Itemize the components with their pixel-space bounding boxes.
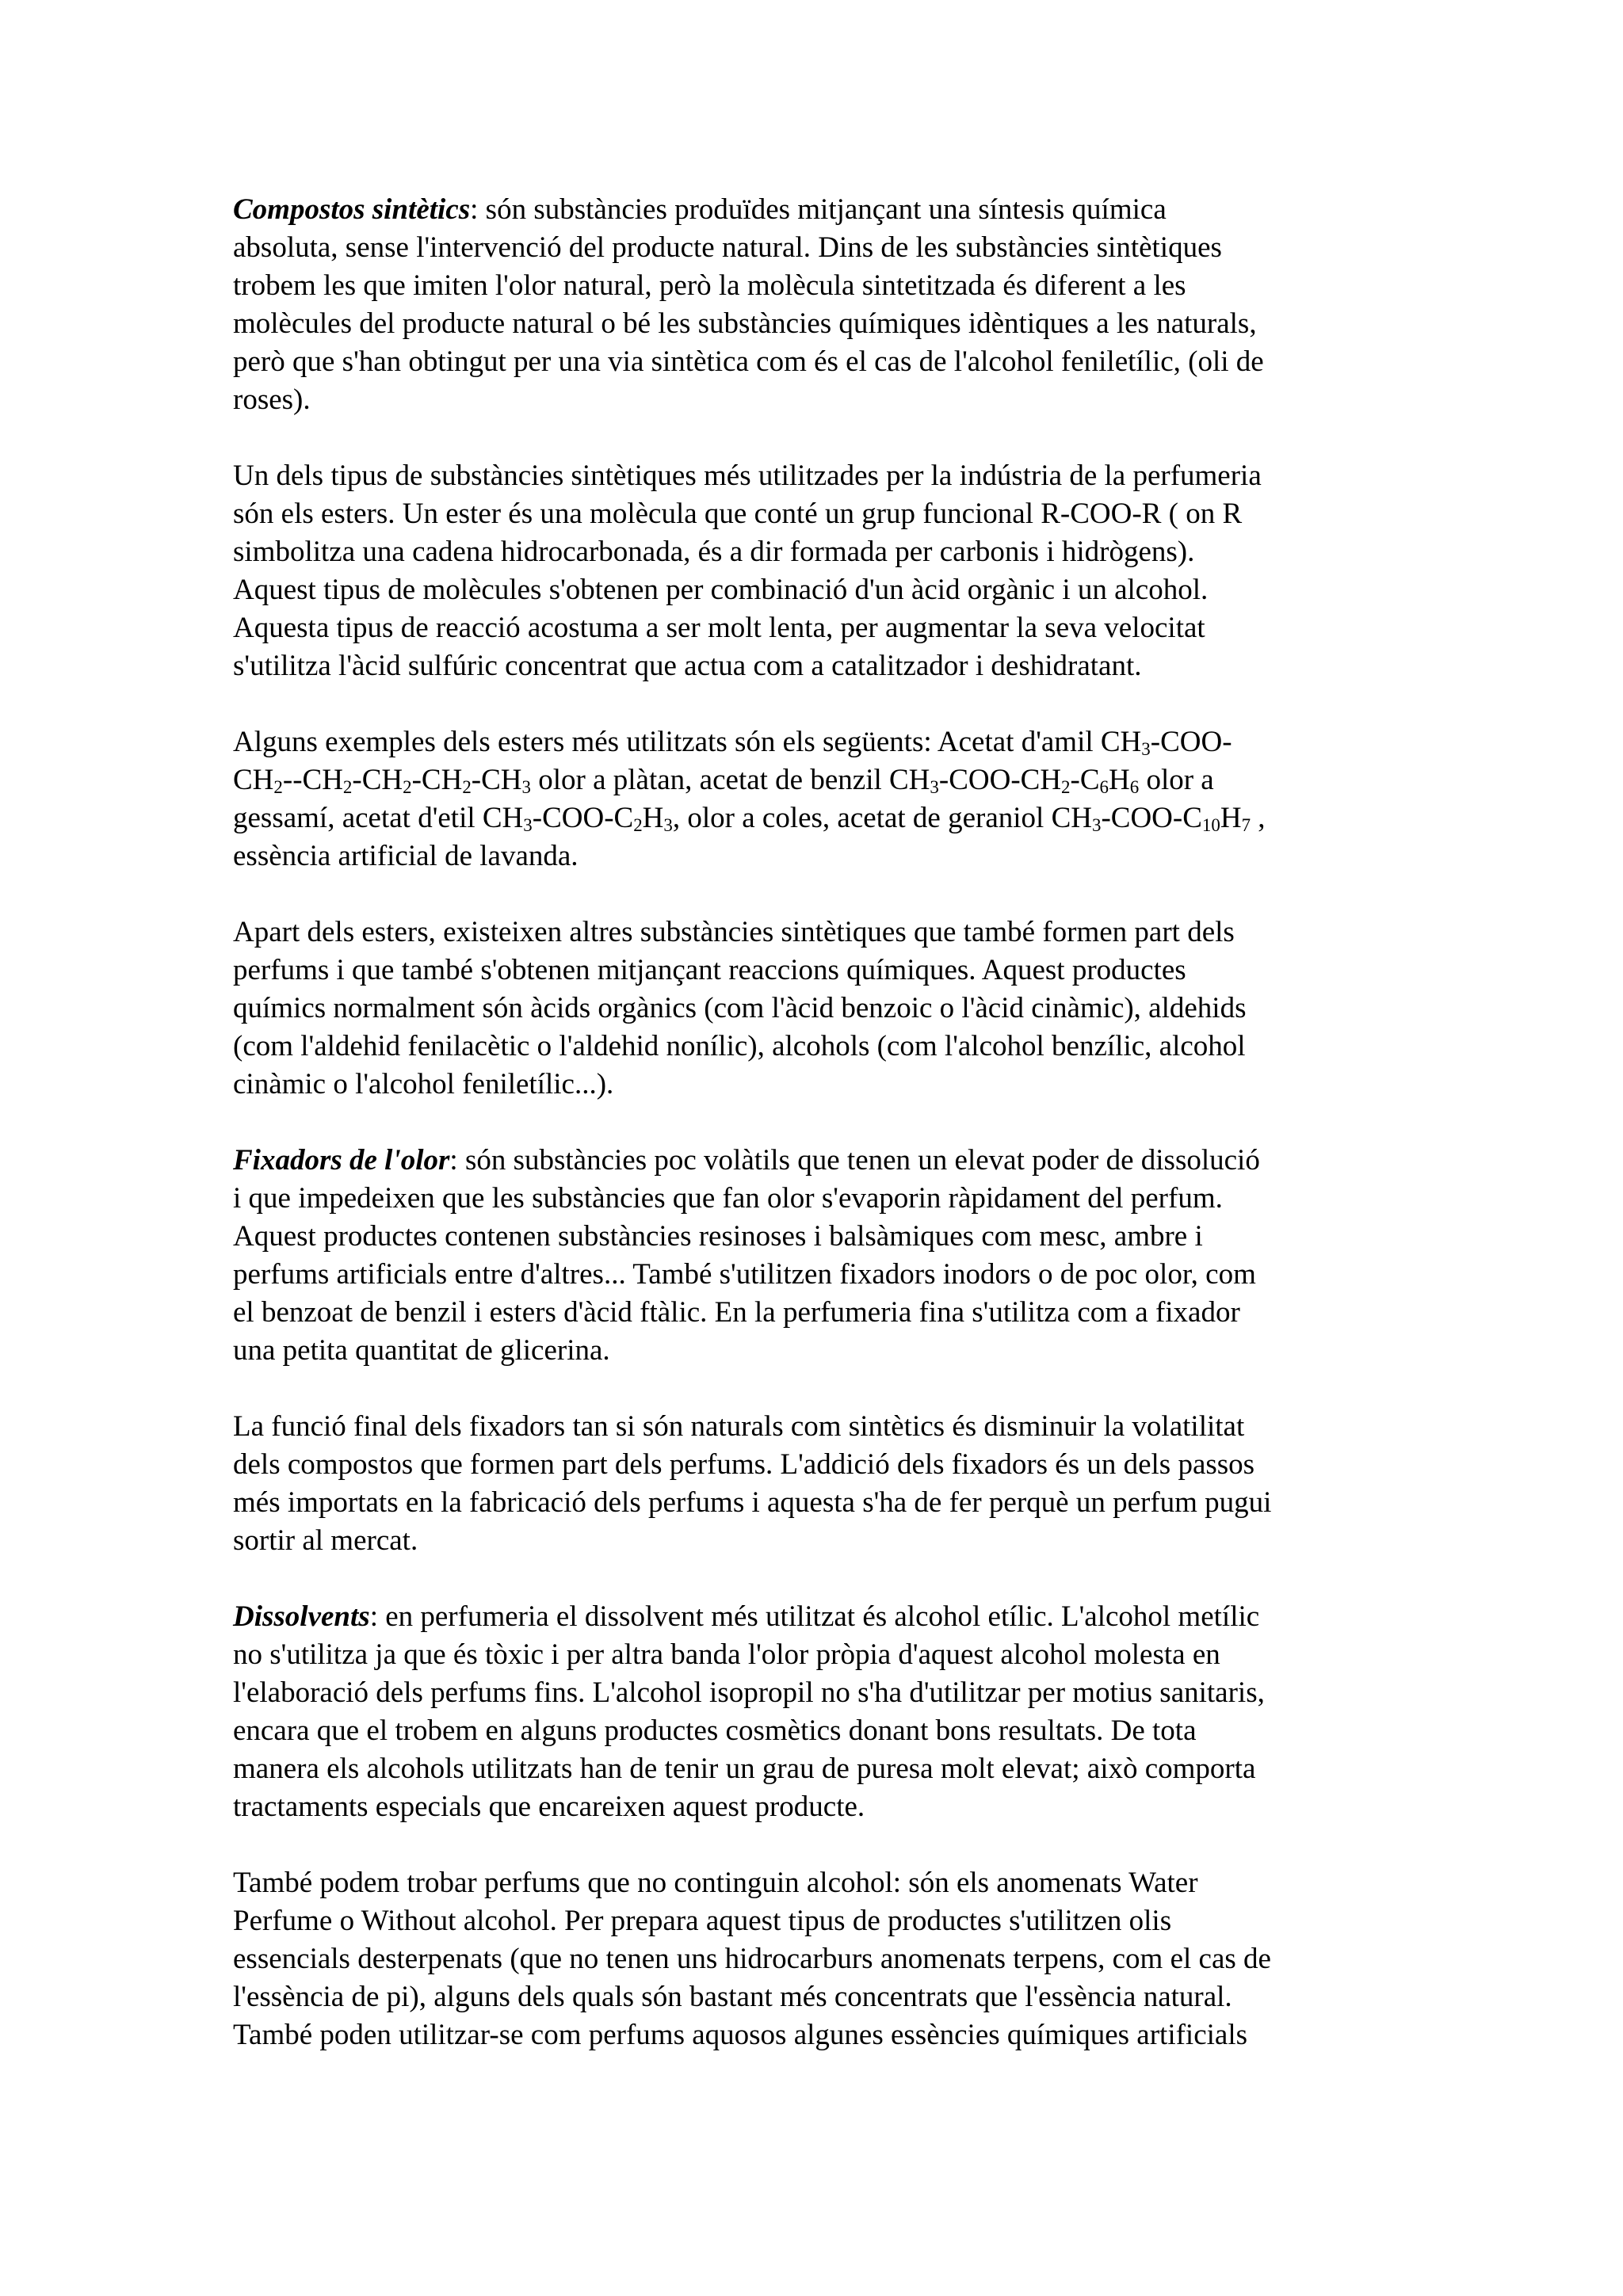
subscript: 6 <box>1129 777 1140 798</box>
text-line <box>233 1788 1406 1826</box>
text-line <box>233 1636 1406 1674</box>
text-line <box>233 1712 1406 1750</box>
subscript: 2 <box>1061 777 1071 798</box>
formula-text: essència artificial de lavanda. <box>233 840 579 872</box>
formula-text: CH <box>233 764 274 796</box>
subscript: 2 <box>342 777 353 798</box>
line-text: Perfume o Without alcohol. Per prepara aquest tipus de productes s'utilitzen olis <box>233 1905 1172 1937</box>
subscript: 2 <box>273 777 283 798</box>
paragraph <box>233 1864 1406 2054</box>
line-text: També poden utilitzar-se com perfums aquosos algunes essències químiques artificials <box>233 2019 1248 2051</box>
text-line <box>233 609 1406 647</box>
text-line <box>233 381 1406 419</box>
subscript: 3 <box>663 815 673 836</box>
line-text: dels compostos que formen part dels perfums. L'addició dels fixadors és un dels passos <box>233 1448 1255 1481</box>
line-text: i que impedeixen que les substàncies que fan olor s'evaporin ràpidament del perfum. <box>233 1182 1223 1215</box>
section-term: Dissolvents <box>233 1600 370 1633</box>
line-text: Aquesta tipus de reacció acostuma a ser molt lenta, per augmentar la seva velocitat <box>233 612 1205 644</box>
section-term: Compostos sintètics <box>233 193 471 226</box>
text-line <box>233 913 1406 952</box>
text-line <box>233 1864 1406 1902</box>
line-text: Apart dels esters, existeixen altres substàncies sintètiques que també formen part dels <box>233 916 1235 948</box>
paragraph <box>233 1598 1406 1826</box>
text-line <box>233 1332 1406 1370</box>
document-body <box>233 191 1406 2054</box>
formula-text: -C <box>1070 764 1100 796</box>
line-text: simbolitza una cadena hidrocarbonada, és a dir formada per carbonis i hidrògens). <box>233 536 1195 568</box>
line-text: (com l'aldehid fenilacètic o l'aldehid nonílic), alcohols (com l'alcohol benzílic, alcohol <box>233 1030 1246 1062</box>
line-text: perfums i que també s'obtenen mitjançant reaccions químiques. Aquest productes <box>233 954 1186 986</box>
paragraph <box>233 723 1406 875</box>
line-text: tractaments especials que encareixen aquest producte. <box>233 1791 865 1823</box>
line-text: Aquest tipus de molècules s'obtenen per combinació d'un àcid orgànic i un alcohol. <box>233 574 1209 606</box>
text-line <box>233 1142 1406 1180</box>
text-line <box>233 1180 1406 1218</box>
paragraph <box>233 457 1406 685</box>
formula-text: -CH <box>352 764 403 796</box>
text-line <box>233 229 1406 267</box>
formula-text: gessamí, acetat d'etil CH <box>233 802 524 834</box>
text-line <box>233 1750 1406 1788</box>
formula-text: , olor a coles, acetat de geraniol CH <box>672 802 1092 834</box>
line-text: cinàmic o l'alcohol feniletílic...). <box>233 1068 614 1100</box>
formula-text: -COO-CH <box>938 764 1062 796</box>
line-text: absoluta, sense l'intervenció del producte natural. Dins de les substàncies sintètiques <box>233 231 1222 264</box>
paragraph <box>233 1408 1406 1560</box>
text-line <box>233 1446 1406 1484</box>
text-line <box>233 1674 1406 1712</box>
line-text: essencials desterpenats (que no tenen uns hidrocarburs anomenats terpens, com el cas de <box>233 1943 1271 1975</box>
text-line <box>233 267 1406 305</box>
line-text: Aquest productes contenen substàncies resinoses i balsàmiques com mesc, ambre i <box>233 1220 1203 1253</box>
paragraph <box>233 1142 1406 1370</box>
subscript: 6 <box>1099 777 1109 798</box>
text-line <box>233 1940 1406 1978</box>
line-text: : són substàncies produïdes mitjançant una síntesis química <box>470 193 1167 226</box>
text-line <box>233 647 1406 685</box>
text-line <box>233 1598 1406 1636</box>
text-line <box>233 457 1406 495</box>
text-line <box>233 723 1406 761</box>
text-line <box>233 495 1406 533</box>
line-text: encara que el trobem en alguns productes cosmètics donant bons resultats. De tota <box>233 1714 1197 1747</box>
formula-text: --CH <box>282 764 343 796</box>
subscript: 2 <box>633 815 643 836</box>
line-text: l'essència de pi), alguns dels quals són bastant més concentrats que l'essència natural. <box>233 1981 1232 2013</box>
text-line <box>233 1066 1406 1104</box>
line-text: són els esters. Un ester és una molècula que conté un grup funcional R-COO-R ( on R <box>233 498 1243 530</box>
formula-text: -CH <box>411 764 463 796</box>
line-text: perfums artificials entre d'altres... També s'utilitzen fixadors inodors o de poc olor, com <box>233 1258 1256 1291</box>
text-line <box>233 1522 1406 1560</box>
text-line <box>233 1902 1406 1940</box>
subscript: 3 <box>523 815 533 836</box>
section-term: Fixadors de l'olor <box>233 1144 450 1177</box>
subscript: 7 <box>1241 815 1251 836</box>
line-text: La funció final dels fixadors tan si són naturals com sintètics és disminuir la volatilitat <box>233 1410 1245 1443</box>
text-line <box>233 2016 1406 2054</box>
line-text: sortir al mercat. <box>233 1524 418 1557</box>
subscript: 3 <box>521 777 531 798</box>
line-text: no s'utilitza ja que és tòxic i per altra banda l'olor pròpia d'aquest alcohol molesta en <box>233 1638 1220 1671</box>
text-line <box>233 1408 1406 1446</box>
line-text: manera els alcohols utilitzats han de tenir un grau de puresa molt elevat; això comporta <box>233 1753 1256 1785</box>
text-line <box>233 1218 1406 1256</box>
text-line <box>233 952 1406 990</box>
text-line <box>233 305 1406 343</box>
formula-text: H <box>1220 802 1242 834</box>
text-line <box>233 1256 1406 1294</box>
line-text: més importats en la fabricació dels perfums i aquesta s'ha de fer perquè un perfum pugui <box>233 1486 1272 1519</box>
text-line <box>233 191 1406 229</box>
formula-text: -COO-C <box>532 802 634 834</box>
line-text: trobem les que imiten l'olor natural, però la molècula sintetitzada és diferent a les <box>233 269 1186 302</box>
formula-text: -COO-C <box>1101 802 1202 834</box>
line-text: També podem trobar perfums que no continguin alcohol: són els anomenats Water <box>233 1867 1198 1899</box>
line-text: Un dels tipus de substàncies sintètiques més utilitzades per la indústria de la perfumeria <box>233 460 1262 492</box>
text-line <box>233 799 1406 837</box>
line-text: una petita quantitat de glicerina. <box>233 1334 610 1367</box>
line-text: molècules del producte natural o bé les substàncies químiques idèntiques a les naturals, <box>233 307 1257 340</box>
text-line <box>233 837 1406 875</box>
line-text: químics normalment són àcids orgànics (com l'àcid benzoic o l'àcid cinàmic), aldehids <box>233 992 1247 1024</box>
line-text: s'utilitza l'àcid sulfúric concentrat que actua com a catalitzador i deshidratant. <box>233 650 1142 682</box>
subscript: 3 <box>1141 739 1151 760</box>
text-line <box>233 1294 1406 1332</box>
line-text: : són substàncies poc volàtils que tenen un elevat poder de dissolució <box>449 1144 1260 1177</box>
text-line <box>233 1484 1406 1522</box>
paragraph <box>233 191 1406 419</box>
line-text: : en perfumeria el dissolvent més utilitzat és alcohol etílic. L'alcohol metílic <box>369 1600 1260 1633</box>
text-line <box>233 1978 1406 2016</box>
text-line <box>233 761 1406 799</box>
subscript: 2 <box>462 777 472 798</box>
text-line <box>233 1028 1406 1066</box>
formula-text: -COO- <box>1150 726 1232 758</box>
subscript: 10 <box>1201 815 1220 836</box>
paragraph <box>233 913 1406 1104</box>
formula-text: H <box>642 802 664 834</box>
formula-text: Alguns exemples dels esters més utilitzats són els següents: Acetat d'amil CH <box>233 726 1142 758</box>
line-text: roses). <box>233 383 311 416</box>
text-line <box>233 533 1406 571</box>
text-line <box>233 571 1406 609</box>
formula-text: olor a <box>1139 764 1214 796</box>
subscript: 3 <box>930 777 939 798</box>
subscript: 3 <box>1091 815 1102 836</box>
formula-text: olor a plàtan, acetat de benzil CH <box>531 764 930 796</box>
line-text: però que s'han obtingut per una via sintètica com és el cas de l'alcohol feniletílic, (oli de <box>233 345 1264 378</box>
formula-text: -CH <box>471 764 522 796</box>
subscript: 2 <box>403 777 412 798</box>
line-text: el benzoat de benzil i esters d'àcid ftàlic. En la perfumeria fina s'utilitza com a fixador <box>233 1296 1240 1329</box>
formula-text: H <box>1108 764 1130 796</box>
text-line <box>233 343 1406 381</box>
formula-text: , <box>1251 802 1266 834</box>
text-line <box>233 990 1406 1028</box>
line-text: l'elaboració dels perfums fins. L'alcohol isopropil no s'ha d'utilitzar per motius sanitaris, <box>233 1676 1265 1709</box>
